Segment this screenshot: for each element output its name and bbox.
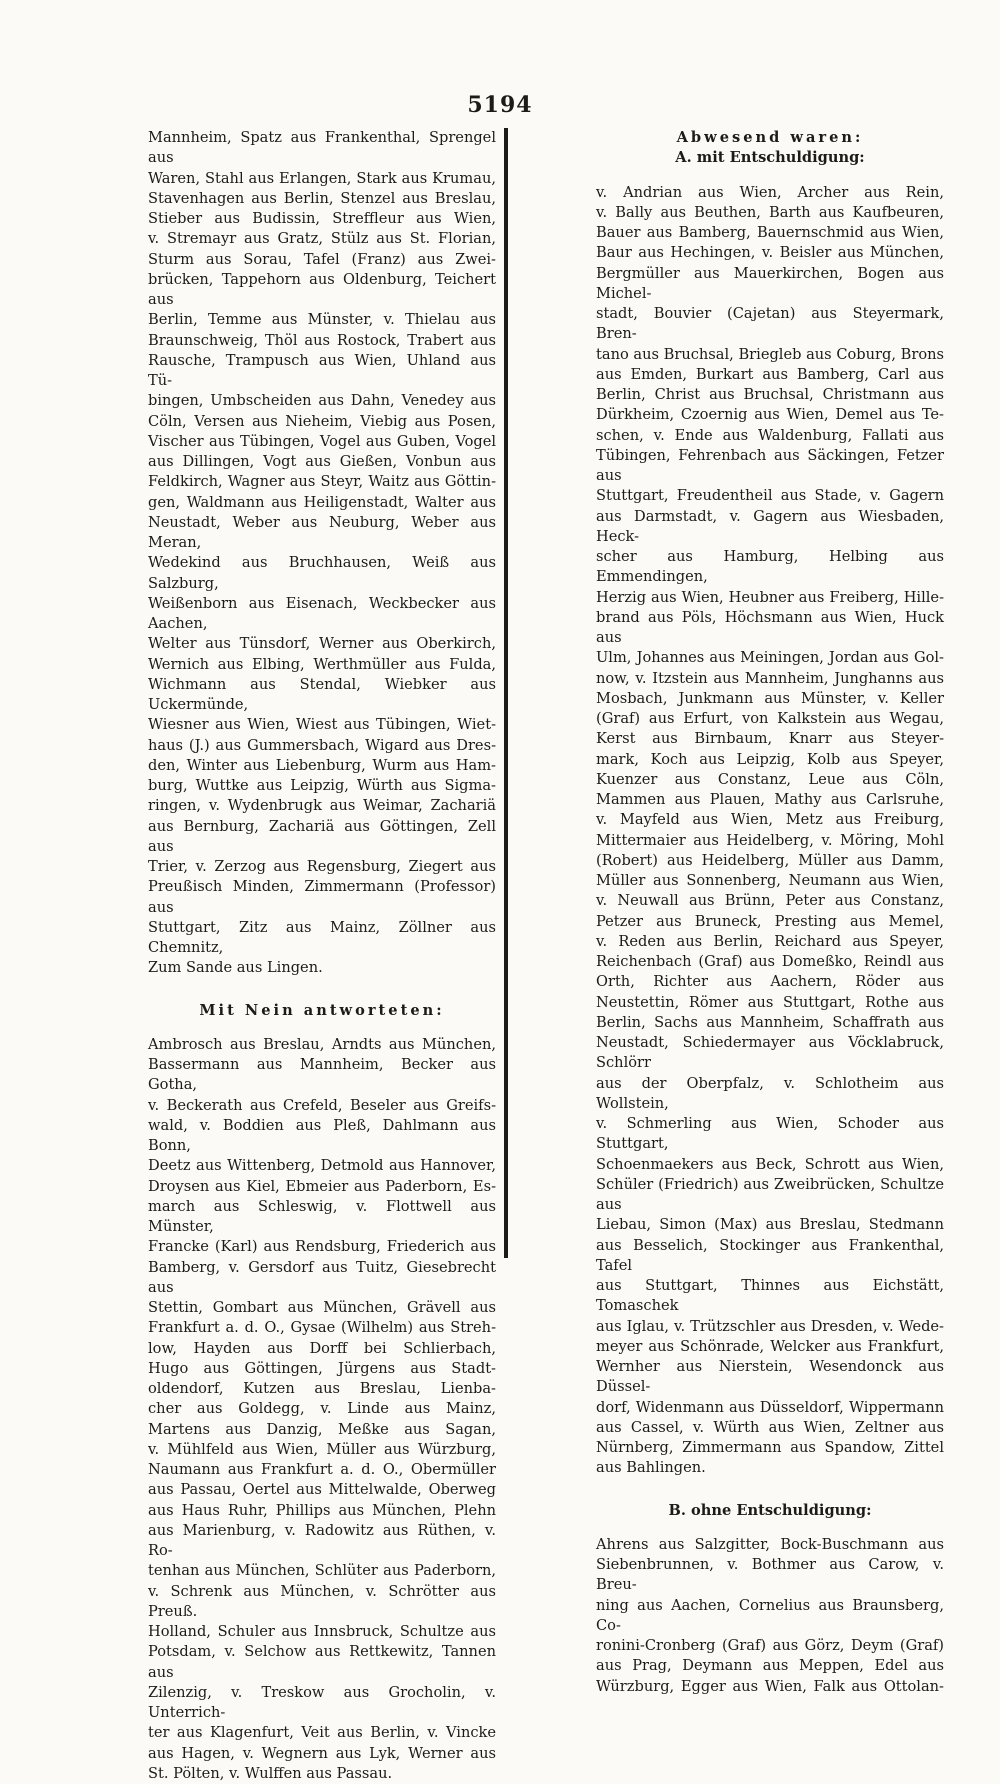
nein-voter-line: Hugo aus Göttingen, Jürgens aus Stadt-: [148, 1359, 496, 1377]
excused-line: Herzig aus Wien, Heubner aus Freiberg, Hille-: [596, 588, 944, 606]
yes-voter-line: Wedekind aus Bruchhausen, Weiß aus Salzburg,: [148, 554, 496, 592]
excused-line: Reichenbach (Graf) aus Domeßko, Reindl aus: [596, 953, 944, 970]
excused-line: schen, v. Ende aus Waldenburg, Fallati aus: [596, 426, 944, 444]
excused-line: Berlin, Sachs aus Mannheim, Schaffrath aus: [596, 1013, 944, 1031]
nein-voter-line: Stettin, Gombart aus München, Grävell aus: [148, 1299, 496, 1316]
nein-voter-line: Zilenzig, v. Treskow aus Grocholin, v. Unterrich-: [148, 1683, 496, 1721]
excused-line: scher aus Hamburg, Helbing aus Emmendingen,: [596, 548, 944, 586]
yes-voter-line: Weißenborn aus Eisenach, Weckbecker aus Aachen,: [148, 594, 496, 632]
excused-line: v. Neuwall aus Brünn, Peter aus Constanz,: [596, 892, 944, 910]
excused-line: aus der Oberpfalz, v. Schlotheim aus Wollstein,: [596, 1074, 944, 1112]
nein-voter-line: oldendorf, Kutzen aus Breslau, Lienba-: [148, 1380, 496, 1397]
yes-voter-line: Waren, Stahl aus Erlangen, Stark aus Krumau,: [148, 169, 496, 187]
yes-voter-line: bingen, Umbscheiden aus Dahn, Venedey aus: [148, 392, 496, 410]
excused-line: v. Schmerling aus Wien, Schoder aus Stuttgart,: [596, 1115, 944, 1153]
excused-line: Wernher aus Nierstein, Wesendonck aus Düssel-: [596, 1358, 944, 1396]
nein-voters-list: [148, 1035, 496, 1784]
excused-line: Müller aus Sonnenberg, Neumann aus Wien,: [596, 872, 944, 889]
excused-line: aus Stuttgart, Thinnes aus Eichstätt, Tomaschek: [596, 1277, 944, 1315]
excused-line: meyer aus Schönrade, Welcker aus Frankfurt,: [596, 1337, 944, 1355]
excused-line: v. Mayfeld aus Wien, Metz aus Freiburg,: [596, 811, 944, 829]
unexcused-heading: B. ohne Entschuldigung:: [668, 1501, 872, 1519]
yes-voter-line: Neustadt, Weber aus Neuburg, Weber aus Meran,: [148, 513, 496, 551]
yes-voter-line: Preußisch Minden, Zimmermann (Professor) aus: [148, 878, 496, 916]
yes-voter-line: Wiesner aus Wien, Wiest aus Tübingen, Wiet-: [148, 716, 496, 734]
excused-line: v. Reden aus Berlin, Reichard aus Speyer,: [596, 932, 944, 950]
yes-voter-line: Wichmann aus Stendal, Wiebker aus Uckermünde,: [148, 675, 496, 713]
excused-line: v. Andrian aus Wien, Archer aus Rein,: [596, 183, 944, 201]
nein-voter-line: cher aus Goldegg, v. Linde aus Mainz,: [148, 1400, 496, 1418]
excused-line: (Robert) aus Heidelberg, Müller aus Damm,: [596, 851, 944, 869]
yes-voter-line: den, Winter aus Liebenburg, Wurm aus Ham-: [148, 756, 496, 774]
nein-voter-line: aus Hagen, v. Wegnern aus Lyk, Werner aus: [148, 1744, 496, 1762]
yes-voter-line: Mannheim, Spatz aus Frankenthal, Sprengel aus: [148, 129, 496, 167]
yes-voter-line: gen, Waldmann aus Heiligenstadt, Walter aus: [148, 493, 496, 511]
excused-line: Stuttgart, Freudentheil aus Stade, v. Gagern: [596, 487, 944, 505]
excused-line: Schüler (Friedrich) aus Zweibrücken, Schultze aus: [596, 1175, 944, 1213]
excused-line: Dürkheim, Czoernig aus Wien, Demel aus Te-: [596, 406, 944, 424]
excused-line: Berlin, Christ aus Bruchsal, Christmann aus: [596, 386, 944, 403]
yes-voter-line: Stuttgart, Zitz aus Mainz, Zöllner aus Chemnitz,: [148, 918, 496, 956]
nein-voter-line: Frankfurt a. d. O., Gysae (Wilhelm) aus Streh-: [148, 1319, 496, 1337]
excused-line: Nürnberg, Zimmermann aus Spandow, Zittel: [596, 1439, 944, 1456]
nein-voter-line: march aus Schleswig, v. Flottwell aus Münster,: [148, 1197, 496, 1235]
nein-voter-line: Bamberg, v. Gersdorf aus Tuitz, Giesebrecht aus: [148, 1258, 496, 1296]
unexcused-line: ning aus Aachen, Cornelius aus Braunsberg, Co-: [596, 1596, 944, 1634]
nein-voter-line: Potsdam, v. Selchow aus Rettkewitz, Tannen aus: [148, 1643, 496, 1681]
excused-list: [596, 183, 944, 1479]
nein-voter-line: Bassermann aus Mannheim, Becker aus Gotha,: [148, 1056, 496, 1094]
excused-line: Neustettin, Römer aus Stuttgart, Rothe aus: [596, 993, 944, 1011]
nein-voter-line: ter aus Klagenfurt, Veit aus Berlin, v. Vincke: [148, 1724, 496, 1742]
yes-voter-line: Rausche, Trampusch aus Wien, Uhland aus Tü-: [148, 351, 496, 389]
yes-voter-line: Cöln, Versen aus Nieheim, Viebig aus Posen,: [148, 412, 496, 430]
excused-line: Tübingen, Fehrenbach aus Säckingen, Fetzer aus: [596, 446, 944, 484]
excused-line: tano aus Bruchsal, Briegleb aus Coburg, Brons: [596, 345, 944, 363]
nein-voter-line: v. Mühlfeld aus Wien, Müller aus Würzburg,: [148, 1440, 496, 1458]
excused-line: Neustadt, Schiedermayer aus Vöcklabruck, Schlörr: [596, 1034, 944, 1072]
nein-voter-line: Deetz aus Wittenberg, Detmold aus Hannover,: [148, 1157, 496, 1175]
nein-voter-line: wald, v. Boddien aus Pleß, Dahlmann aus Bonn,: [148, 1116, 496, 1154]
excused-line: brand aus Pöls, Höchsmann aus Wien, Huck aus: [596, 608, 944, 646]
nein-voter-line: Martens aus Danzig, Meßke aus Sagan,: [148, 1420, 496, 1438]
excused-line: aus Cassel, v. Würth aus Wien, Zeltner aus: [596, 1418, 944, 1436]
right-column: [596, 128, 944, 1697]
nein-voter-line: Droysen aus Kiel, Ebmeier aus Paderborn, Es-: [148, 1177, 496, 1195]
nein-voter-line: v. Schrenk aus München, v. Schrötter aus Preuß.: [148, 1582, 496, 1620]
unexcused-list: [596, 1535, 944, 1697]
excused-line: Mittermaier aus Heidelberg, v. Möring, Mohl: [596, 831, 944, 849]
excused-line: Schoenmaekers aus Beck, Schrott aus Wien,: [596, 1155, 944, 1173]
excused-line: Bauer aus Bamberg, Bauernschmid aus Wien,: [596, 224, 944, 241]
nein-voter-line: St. Pölten, v. Wulffen aus Passau.: [148, 1764, 393, 1782]
yes-voter-line: Wernich aus Elbing, Werthmüller aus Fulda,: [148, 655, 496, 673]
excused-heading: A. mit Entschuldigung:: [675, 149, 865, 167]
nein-voter-line: low, Hayden aus Dorff bei Schlierbach,: [148, 1339, 496, 1357]
excused-line: now, v. Itzstein aus Mannheim, Junghanns aus: [596, 669, 944, 687]
yes-voter-line: Stieber aus Budissin, Streffleur aus Wien,: [148, 210, 496, 227]
unexcused-line: ronini-Cronberg (Graf) aus Görz, Deym (Graf): [596, 1637, 944, 1654]
excused-line: mark, Koch aus Leipzig, Kolb aus Speyer,: [596, 750, 944, 768]
excused-line: aus Emden, Burkart aus Bamberg, Carl aus: [596, 365, 944, 383]
excused-line: aus Iglau, v. Trützschler aus Dresden, v. Wede-: [596, 1317, 944, 1335]
excused-line: Liebau, Simon (Max) aus Breslau, Stedmann: [596, 1216, 944, 1234]
yes-voter-line: v. Stremayr aus Gratz, Stülz aus St. Florian,: [148, 230, 496, 248]
nein-voter-line: aus Marienburg, v. Radowitz aus Rüthen, v. Ro-: [148, 1521, 496, 1559]
excused-line: aus Darmstadt, v. Gagern aus Wiesbaden, Heck-: [596, 507, 944, 545]
yes-voter-line: Trier, v. Zerzog aus Regensburg, Ziegert aus: [148, 858, 496, 875]
excused-line: aus Besselich, Stockinger aus Frankenthal, Tafel: [596, 1236, 944, 1274]
yes-voter-line: haus (J.) aus Gummersbach, Wigard aus Dres-: [148, 736, 496, 754]
yes-voter-line: Stavenhagen aus Berlin, Stenzel aus Breslau,: [148, 189, 496, 207]
yes-voter-line: Braunschweig, Thöl aus Rostock, Trabert aus: [148, 331, 496, 349]
column-divider: [504, 128, 508, 1258]
excused-line: dorf, Widenmann aus Düsseldorf, Wippermann: [596, 1398, 944, 1416]
excused-line: Mosbach, Junkmann aus Münster, v. Keller: [596, 689, 944, 707]
excused-line: Ulm, Johannes aus Meiningen, Jordan aus Gol-: [596, 649, 944, 667]
excused-line: v. Bally aus Beuthen, Barth aus Kaufbeuren,: [596, 203, 944, 221]
excused-line: aus Bahlingen.: [596, 1459, 706, 1477]
excused-line: Mammen aus Plauen, Mathy aus Carlsruhe,: [596, 791, 944, 808]
page-number: 5194: [467, 92, 533, 118]
excused-line: (Graf) aus Erfurt, von Kalkstein aus Wegau,: [596, 710, 944, 727]
nein-heading: Mit Nein antworteten:: [199, 1001, 445, 1019]
yes-voter-line: brücken, Tappehorn aus Oldenburg, Teichert aus: [148, 270, 496, 308]
yes-voter-line: ringen, v. Wydenbrugk aus Weimar, Zachariä: [148, 797, 496, 815]
unexcused-line: Würzburg, Egger aus Wien, Falk aus Ottolan-: [596, 1677, 944, 1695]
absent-heading: Abwesend waren:: [676, 129, 864, 146]
excused-line: Kuenzer aus Constanz, Leue aus Cöln,: [596, 770, 944, 788]
yes-voter-line: Zum Sande aus Lingen.: [148, 959, 323, 977]
yes-voter-line: Vischer aus Tübingen, Vogel aus Guben, Vogel: [148, 432, 496, 450]
yes-voter-line: Welter aus Tünsdorf, Werner aus Oberkirch,: [148, 635, 496, 653]
yes-voter-line: aus Dillingen, Vogt aus Gießen, Vonbun aus: [148, 453, 496, 470]
nein-voter-line: v. Beckerath aus Crefeld, Beseler aus Greifs-: [148, 1096, 496, 1114]
left-column: [148, 128, 496, 1784]
nein-voter-line: aus Passau, Oertel aus Mittelwalde, Oberweg: [148, 1481, 496, 1499]
yes-voters-list: [148, 128, 496, 979]
nein-voter-line: tenhan aus München, Schlüter aus Paderborn,: [148, 1562, 496, 1580]
yes-voter-line: Feldkirch, Wagner aus Steyr, Waitz aus Göttin-: [148, 473, 496, 491]
excused-line: Bergmüller aus Mauerkirchen, Bogen aus Michel-: [596, 264, 944, 302]
nein-voter-line: Ambrosch aus Breslau, Arndts aus München,: [148, 1035, 496, 1053]
unexcused-line: Siebenbrunnen, v. Bothmer aus Carow, v. Breu-: [596, 1556, 944, 1594]
nein-voter-line: Francke (Karl) aus Rendsburg, Friederich aus: [148, 1238, 496, 1256]
nein-voter-line: aus Haus Ruhr, Phillips aus München, Plehn: [148, 1501, 496, 1519]
yes-voter-line: Sturm aus Sorau, Tafel (Franz) aus Zwei-: [148, 250, 496, 268]
excused-line: Baur aus Hechingen, v. Beisler aus München,: [596, 244, 944, 262]
unexcused-line: Ahrens aus Salzgitter, Bock-Buschmann aus: [596, 1535, 944, 1553]
excused-line: Kerst aus Birnbaum, Knarr aus Steyer-: [596, 730, 944, 748]
excused-line: stadt, Bouvier (Cajetan) aus Steyermark, Bren-: [596, 305, 944, 343]
yes-voter-line: aus Bernburg, Zachariä aus Göttingen, Zell aus: [148, 817, 496, 855]
yes-voter-line: burg, Wuttke aus Leipzig, Würth aus Sigma-: [148, 777, 496, 794]
excused-line: Petzer aus Bruneck, Presting aus Memel,: [596, 912, 944, 930]
yes-voter-line: Berlin, Temme aus Münster, v. Thielau aus: [148, 311, 496, 329]
excused-line: Orth, Richter aus Aachern, Röder aus: [596, 973, 944, 991]
unexcused-line: aus Prag, Deymann aus Meppen, Edel aus: [596, 1657, 944, 1675]
nein-voter-line: Naumann aus Frankfurt a. d. O., Obermüller: [148, 1461, 496, 1478]
nein-voter-line: Holland, Schuler aus Innsbruck, Schultze aus: [148, 1623, 496, 1640]
